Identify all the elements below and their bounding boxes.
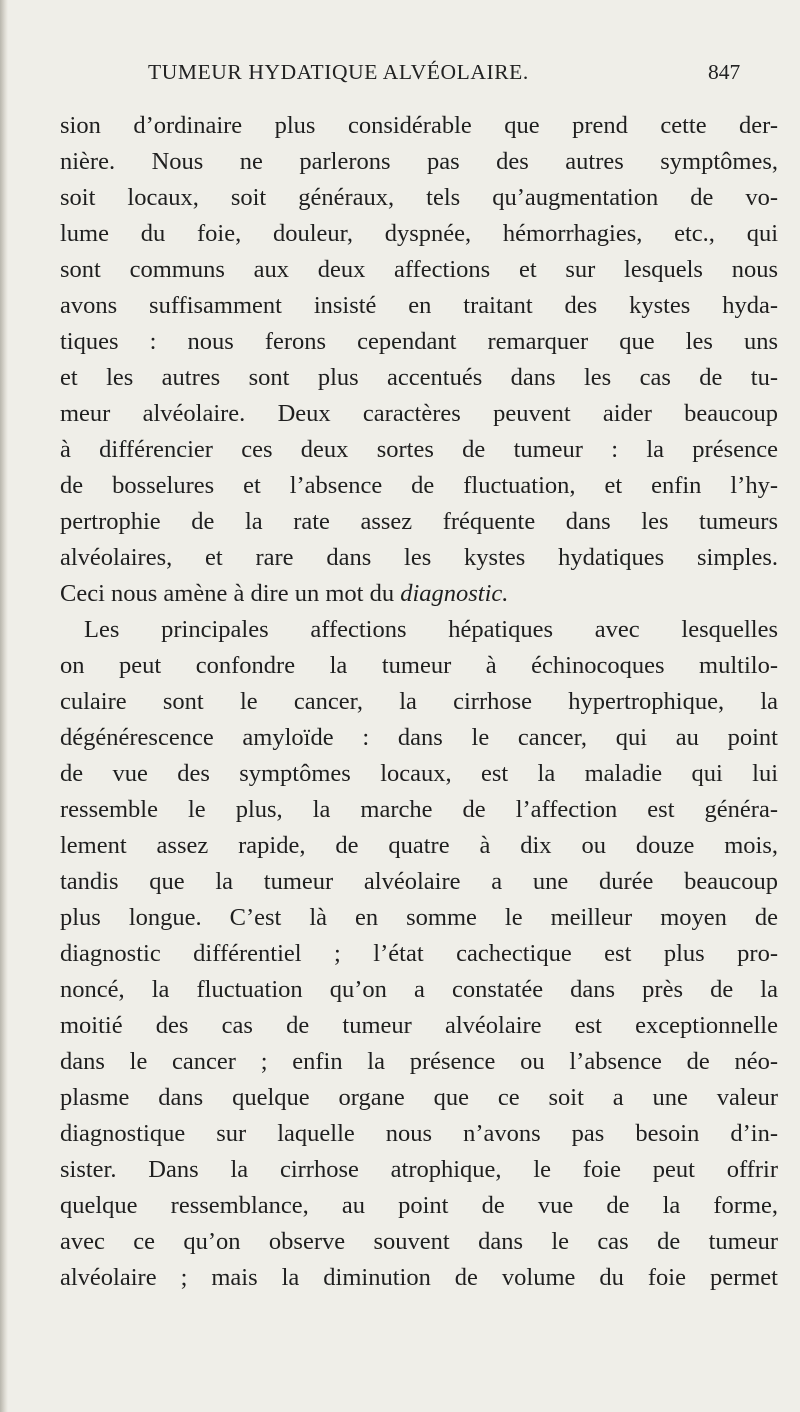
page-edge-shadow — [0, 0, 8, 1412]
text-line: on peut confondre la tumeur à échinocoques multilo- — [60, 652, 778, 679]
text-line: lume du foie, douleur, dyspnée, hémorrhagies, etc., qui — [60, 220, 778, 247]
text-line: sion d’ordinaire plus considérable que prend cette der- — [60, 112, 778, 139]
text-line: dégénérescence amyloïde : dans le cancer, qui au point — [60, 724, 778, 751]
text-line: noncé, la fluctuation qu’on a constatée dans près de la — [60, 976, 778, 1003]
text-line: avec ce qu’on observe souvent dans le cas de tumeur — [60, 1228, 778, 1255]
text-line: et les autres sont plus accentués dans les cas de tu- — [60, 364, 778, 391]
text-line: nière. Nous ne parlerons pas des autres symptômes, — [60, 148, 778, 175]
text-line: plasme dans quelque organe que ce soit a une valeur — [60, 1084, 778, 1111]
text-line: ressemble le plus, la marche de l’affection est généra- — [60, 796, 778, 823]
running-title: TUMEUR HYDATIQUE ALVÉOLAIRE. — [148, 60, 529, 84]
text-line: soit locaux, soit généraux, tels qu’augmentation de vo- — [60, 184, 778, 211]
text-line: sont communs aux deux affections et sur lesquels nous — [60, 256, 778, 283]
paragraph-start-line: Les principales affections hépatiques avec lesquelles — [84, 616, 778, 643]
text-line: diagnostique sur laquelle nous n’avons pas besoin d’in- — [60, 1120, 778, 1147]
text-line: moitié des cas de tumeur alvéolaire est exceptionnelle — [60, 1012, 778, 1039]
text-line: plus longue. C’est là en somme le meilleur moyen de — [60, 904, 778, 931]
text-line: alvéolaire ; mais la diminution de volume du foie permet — [60, 1264, 778, 1291]
text-line: avons suffisamment insisté en traitant des kystes hyda- — [60, 292, 778, 319]
text-line: sister. Dans la cirrhose atrophique, le foie peut offrir — [60, 1156, 778, 1183]
text-line: alvéolaires, et rare dans les kystes hydatiques simples. — [60, 544, 778, 571]
text-line: lement assez rapide, de quatre à dix ou douze mois, — [60, 832, 778, 859]
text-line: culaire sont le cancer, la cirrhose hypertrophique, la — [60, 688, 778, 715]
text-line: de bosselures et l’absence de fluctuation, et enfin l’hy- — [60, 472, 778, 499]
diagnostic-line-text: Ceci nous amène à dire un mot du — [60, 580, 401, 607]
diagnostic-emphasis: diagnostic. — [400, 580, 509, 607]
body-text — [60, 108, 778, 1296]
text-line: de vue des symptômes locaux, est la maladie qui lui — [60, 760, 778, 787]
text-line: quelque ressemblance, au point de vue de la forme, — [60, 1192, 778, 1219]
page-number: 847 — [708, 60, 741, 84]
diagnostic-line — [60, 576, 778, 612]
text-line: à différencier ces deux sortes de tumeur : la présence — [60, 436, 778, 463]
page-header — [0, 60, 800, 90]
text-line: tandis que la tumeur alvéolaire a une durée beaucoup — [60, 868, 778, 895]
text-line: diagnostic différentiel ; l’état cachectique est plus pro- — [60, 940, 778, 967]
text-line: dans le cancer ; enfin la présence ou l’absence de néo- — [60, 1048, 778, 1075]
text-line: tiques : nous ferons cependant remarquer que les uns — [60, 328, 778, 355]
text-line: meur alvéolaire. Deux caractères peuvent aider beaucoup — [60, 400, 778, 427]
text-line: pertrophie de la rate assez fréquente dans les tumeurs — [60, 508, 778, 535]
